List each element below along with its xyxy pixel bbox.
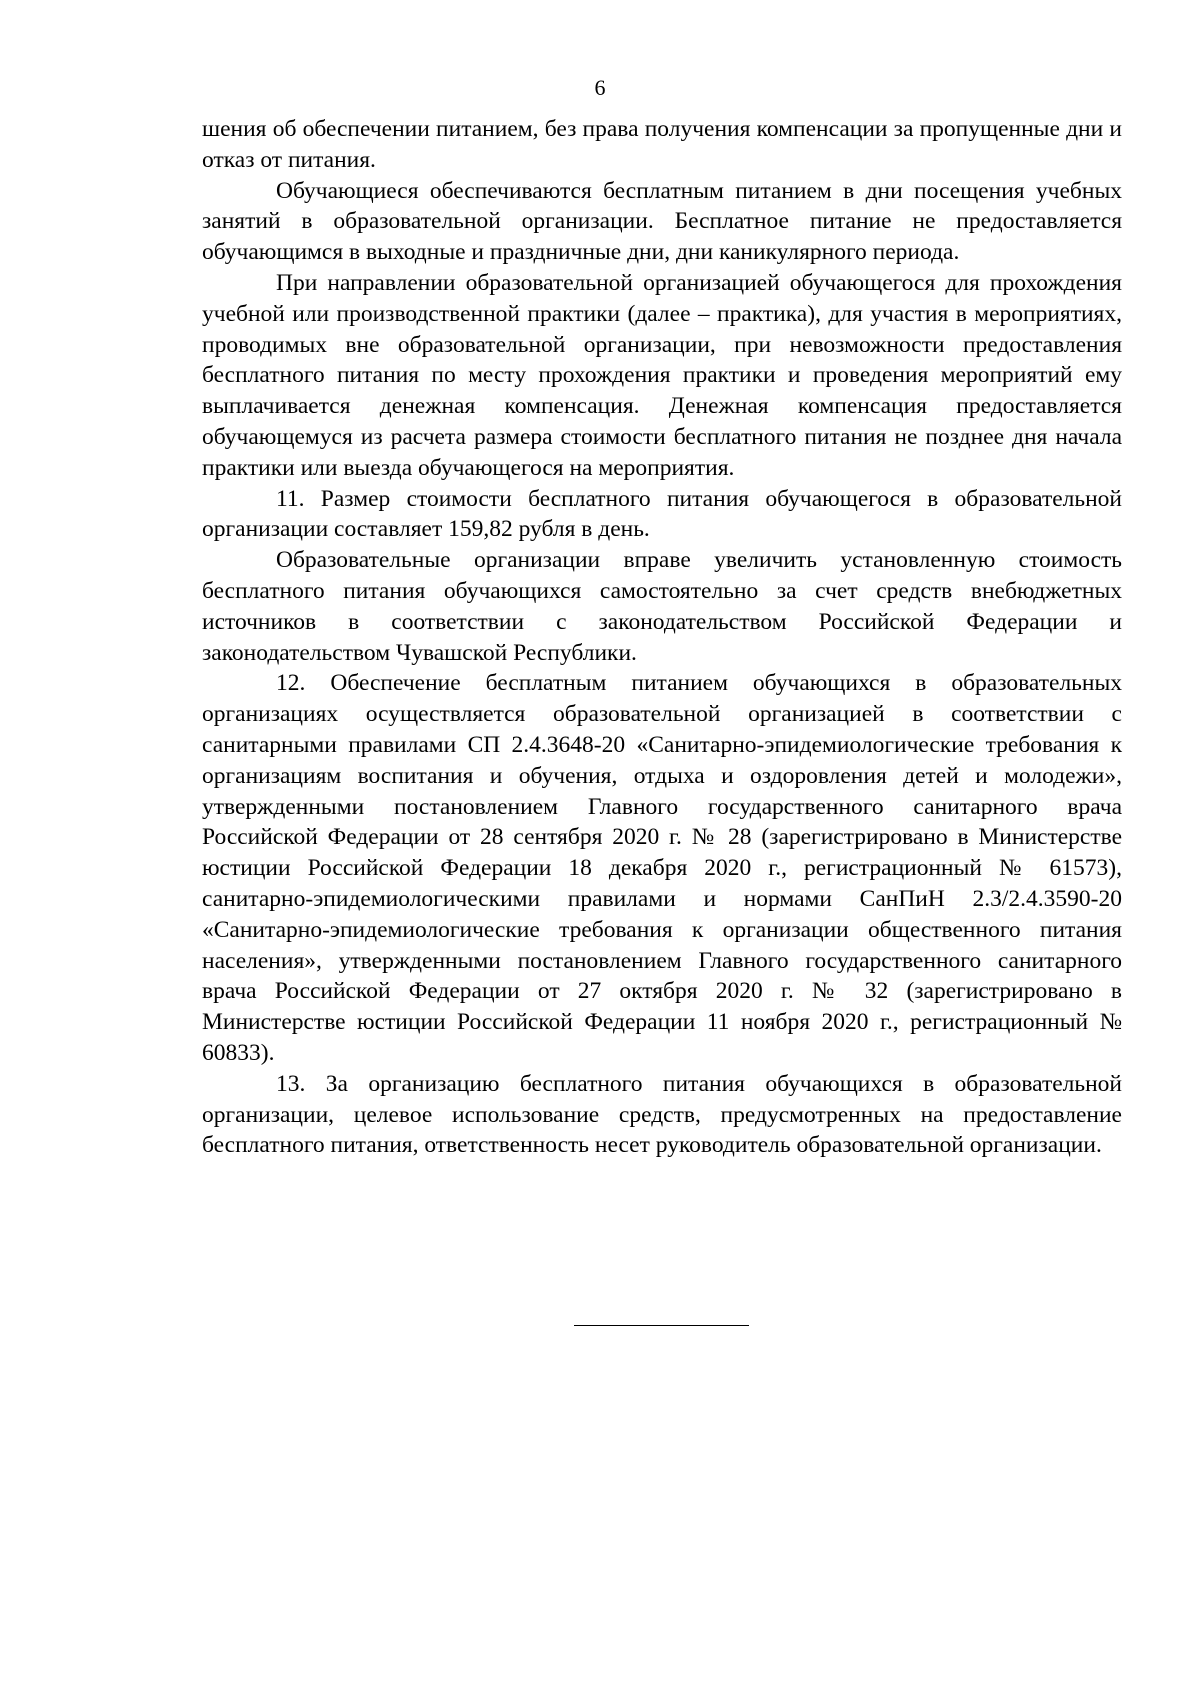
paragraph-cost-increase: Образовательные организации вправе увеличить установленную стоимость бесплатного питания обучающихся самостоятельно за счет средств внебюджетных источников в соответствии с законодательством Российской Федерации и законодательством Чувашской Республики.	[202, 547, 1122, 666]
paragraph-item-13: 13. За организацию бесплатного питания обучающихся в образовательной организации, целевое использование средств, предусмотренных на предоставление бесплатного питания, ответственность несет руководитель образовательной организации.	[202, 1070, 1122, 1159]
paragraph-item-11: 11. Размер стоимости бесплатного питания обучающегося в образовательной организации составляет 159,82 рубля в день.	[202, 485, 1122, 543]
document-body	[202, 114, 1122, 1161]
paragraph-free-meals-attendance: Обучающиеся обеспечиваются бесплатным питанием в дни посещения учебных занятий в образовательной организации. Бесплатное питание не предоставляется обучающимся в выходные и праздничные дни, дни каникулярного периода.	[202, 177, 1122, 266]
paragraph-item-12: 12. Обеспечение бесплатным питанием обучающихся в образовательных организациях осуществляется образовательной организацией в соответствии с санитарными правилами СП 2.4.3648-20 «Санитарно-эпидемиологические требования к организациям воспитания и обучения, отдыха и оздоровления детей и молодежи», утвержденными постановлением Главного государственного санитарного врача Российской Федерации от 28 сентября 2020 г. № 28 (зарегистрировано в Министерстве юстиции Российской Федерации 18 декабря 2020 г., регистрационный № 61573), санитарно-эпидемиологическими правилами и нормами СанПиН 2.3/2.4.3590-20 «Санитарно-эпидемиологические требования к организации общественного питания населения», утвержденными постановлением Главного государственного санитарного врача Российской Федерации от 27 октября 2020 г. № 32 (зарегистрировано в Министерстве юстиции Российской Федерации 11 ноября 2020 г., регистрационный № 60833).	[202, 670, 1122, 1066]
end-separator-line	[574, 1325, 749, 1326]
paragraph-continuation: шения об обеспечении питанием, без права получения компенсации за пропущенные дни и отказ от питания.	[202, 116, 1122, 173]
paragraph-practice-compensation: При направлении образовательной организацией обучающегося для прохождения учебной или производственной практики (далее – практика), для участия в мероприятиях, проводимых вне образовательной организации, при невозможности предоставления бесплатного питания по месту прохождения практики и проведения мероприятий ему выплачивается денежная компенсация. Денежная компенсация предоставляется обучающемуся из расчета размера стоимости бесплатного питания не позднее дня начала практики или выезда обучающегося на мероприятия.	[202, 269, 1122, 481]
page-number: 6	[594, 75, 606, 100]
